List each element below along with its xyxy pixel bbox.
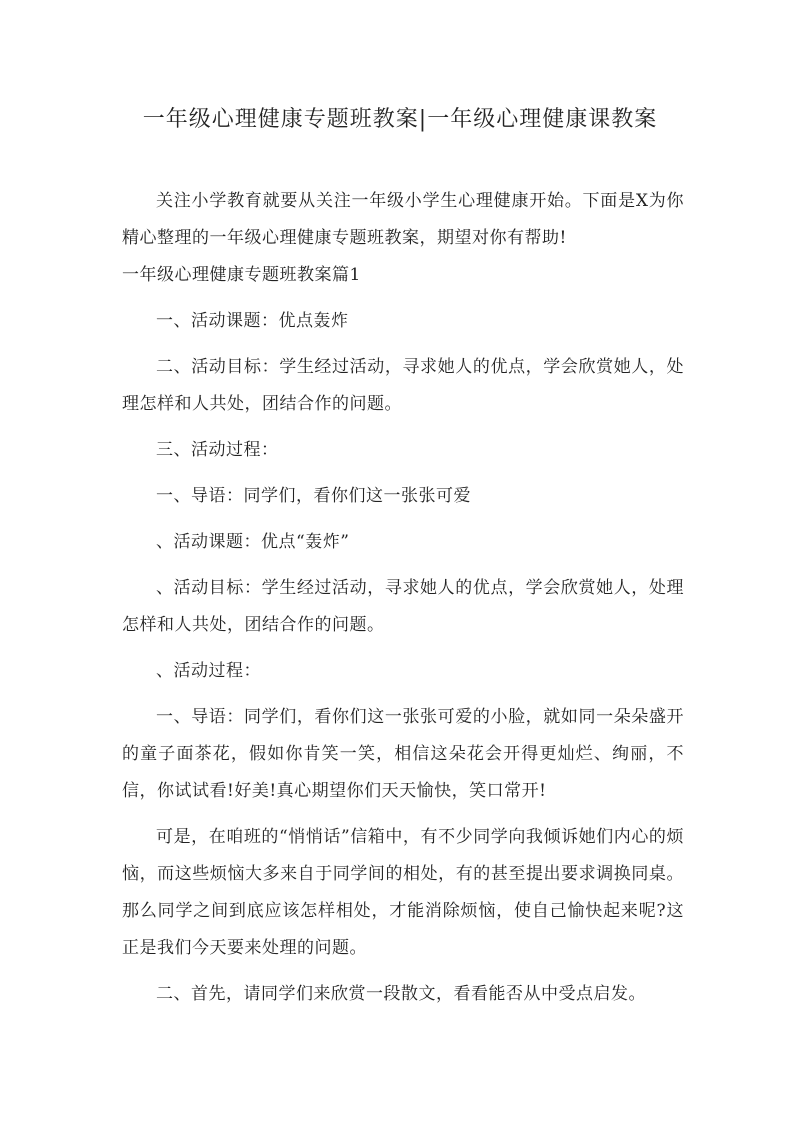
intro-paragraph: 关注小学教育就要从关注一年级小学生心理健康开始。下面是X为你精心整理的一年级心理健康专题班教案，期望对你有帮助!	[122, 191, 684, 248]
document-body	[122, 183, 684, 1013]
mailbox-paragraph: 可是，在咱班的“悄悄话”信箱中，有不少同学向我倾诉她们内心的烦恼，而这些烦恼大多来自于同学间的相处，有的甚至提出要求调换同桌。那么同学之间到底应该怎样相处，才能消除烦恼，使自己愉快起来呢?这正是我们今天要来处理的问题。	[122, 827, 684, 958]
activity-goal-repeat: 、活动目标：学生经过活动，寻求她人的优点，学会欣赏她人，处理怎样和人共处，团结合作的问题。	[122, 578, 684, 635]
activity-topic: 一、活动课题：优点轰炸	[156, 311, 349, 331]
activity-process: 三、活动过程：	[156, 440, 279, 460]
intro-speech-full: 一、导语：同学们，看你们这一张张可爱的小脸，就如同一朵朵盛开的童子面茶花，假如你肯笑一笑，相信这朵花会开得更灿烂、绚丽，不信，你试试看!好美!真心期望你们天天愉快，笑口常开!	[122, 707, 684, 801]
document-title: 一年级心理健康专题班教案|一年级心理健康课教案	[142, 107, 658, 132]
activity-process-repeat: 、活动过程：	[156, 661, 261, 681]
activity-goal: 二、活动目标：学生经过活动，寻求她人的优点，学会欣赏她人，处理怎样和人共处，团结合作的问题。	[122, 357, 684, 414]
prose-paragraph: 二、首先，请同学们来欣赏一段散文，看看能否从中受点启发。	[156, 984, 646, 1004]
activity-topic-repeat: 、活动课题：优点“轰炸”	[156, 532, 350, 552]
section-heading: 一年级心理健康专题班教案篇1	[122, 265, 361, 285]
intro-speech-short: 一、导语：同学们，看你们这一张张可爱	[156, 486, 471, 506]
